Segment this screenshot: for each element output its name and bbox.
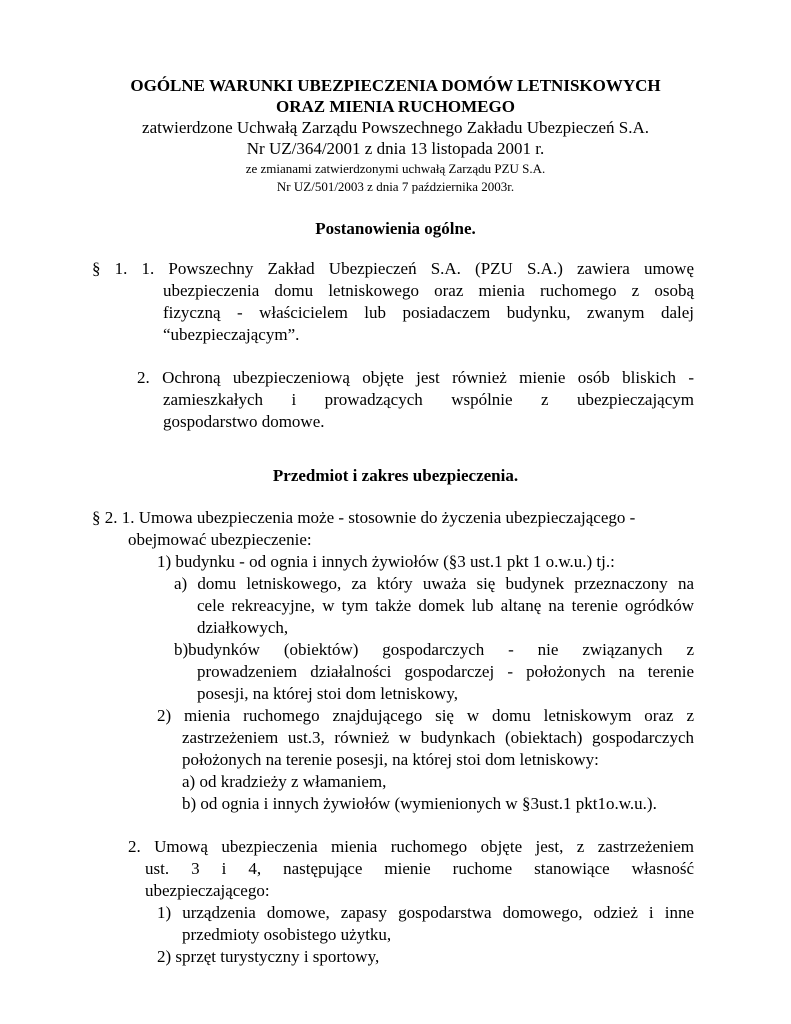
- section-heading-general: Postanowienia ogólne.: [315, 219, 476, 238]
- paragraph-line: posesji, na której stoi dom letniskowy,: [197, 684, 458, 703]
- paragraph-line: ubezpieczenia domu letniskowego oraz mienia ruchomego z osobą: [163, 281, 694, 300]
- list-item: 1) budynku - od ognia i innych żywiołów (§3 ust.1 pkt 1 o.w.u.) tj.:: [157, 552, 615, 571]
- paragraph-line: przedmioty osobistego użytku,: [182, 925, 392, 944]
- amendment-note: ze zmianami zatwierdzonymi uchwałą Zarządu PZU S.A.: [245, 161, 546, 176]
- paragraph-line: położonych na terenie posesji, na której stoi dom letniskowy:: [182, 750, 599, 769]
- paragraph-line: gospodarstwo domowe.: [163, 412, 325, 431]
- paragraph-line: obejmować ubezpieczenie:: [128, 530, 312, 549]
- document-title-line-2: ORAZ MIENIA RUCHOMEGO: [276, 97, 515, 116]
- list-item: b) od ognia i innych żywiołów (wymienionych w §3ust.1 pkt1o.w.u.).: [182, 794, 657, 813]
- paragraph-line: cele rekreacyjne, w tym także domek lub altanę na terenie ogródków: [197, 596, 694, 615]
- paragraph-line: § 1. 1. Powszechny Zakład Ubezpieczeń S.A. (PZU S.A.) zawiera umowę: [92, 259, 694, 278]
- list-item: a) domu letniskowego, za który uważa się budynek przeznaczony na: [174, 574, 694, 593]
- paragraph-line: 2. Umową ubezpieczenia mienia ruchomego objęte jest, z zastrzeżeniem: [128, 837, 694, 856]
- list-item: 2) mienia ruchomego znajdującego się w domu letniskowym oraz z: [157, 706, 694, 725]
- paragraph-line: ust. 3 i 4, następujące mienie ruchome stanowiące własność: [145, 859, 694, 878]
- approval-number: Nr UZ/364/2001 z dnia 13 listopada 2001 r.: [246, 139, 545, 158]
- paragraph-line: “ubezpieczającym”.: [163, 325, 300, 344]
- paragraph-line: ubezpieczającego:: [145, 881, 270, 900]
- list-item: a) od kradzieży z włamaniem,: [182, 772, 387, 791]
- list-item: 2) sprzęt turystyczny i sportowy,: [157, 947, 380, 966]
- paragraph-line: prowadzeniem działalności gospodarczej - położonych na terenie: [197, 662, 694, 681]
- paragraph-line: działkowych,: [197, 618, 289, 637]
- list-item: b)budynków (obiektów) gospodarczych - nie związanych z: [174, 640, 694, 659]
- paragraph-line: zastrzeżeniem ust.3, również w budynkach (obiektach) gospodarczych: [182, 728, 694, 747]
- section-heading-scope: Przedmiot i zakres ubezpieczenia.: [272, 466, 519, 485]
- paragraph-line: § 2. 1. Umowa ubezpieczenia może - stosownie do życzenia ubezpieczającego -: [92, 508, 636, 527]
- paragraph-line: fizyczną - właścicielem lub posiadaczem budynku, zwanym dalej: [163, 303, 694, 322]
- amendment-number: Nr UZ/501/2003 z dnia 7 października 2003r.: [276, 179, 515, 194]
- approval-note: zatwierdzone Uchwałą Zarządu Powszechnego Zakładu Ubezpieczeń S.A.: [142, 118, 649, 137]
- paragraph-line: zamieszkałych i prowadzących wspólnie z ubezpieczającym: [163, 390, 694, 409]
- document-title-line-1: OGÓLNE WARUNKI UBEZPIECZENIA DOMÓW LETNISKOWYCH: [130, 76, 661, 95]
- paragraph-line: 2. Ochroną ubezpieczeniową objęte jest również mienie osób bliskich -: [137, 368, 694, 387]
- list-item: 1) urządzenia domowe, zapasy gospodarstwa domowego, odzież i inne: [157, 903, 694, 922]
